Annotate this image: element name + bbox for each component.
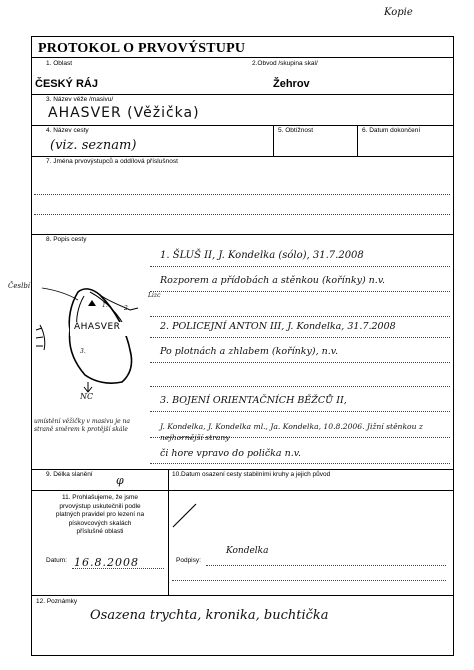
write-line (172, 580, 446, 581)
sketch-label-3: 3. (80, 348, 86, 355)
oblast-value: ČESKÝ RÁJ (35, 78, 98, 90)
podpis-value: Kondelka (226, 546, 269, 556)
obvod-value: Žehrov (273, 78, 310, 90)
podpisy-label: Podpisy: (176, 557, 201, 564)
vez-value: AHASVER (Věžička) (48, 105, 200, 121)
write-line (150, 337, 450, 338)
divider (31, 469, 453, 470)
jmena-label: 7. Jména prvovýstupců a oddílová příslušnost (46, 158, 178, 165)
route-1-desc: Rozporem a přídobách a stěnkou (kořínky) n.v. (160, 275, 386, 286)
cancel-slash (170, 500, 200, 530)
sketch-label-2: 2. (124, 305, 130, 312)
write-line (150, 266, 450, 267)
obvod-label: 2.Obvod /skupina skal/ (252, 60, 318, 67)
prohlaseni-text: 11. Prohlašujeme, že jsme prvovýstup uskutečnili podle platných pravidel pro lezení na pískovcových skalách příslušné oblasti (55, 494, 145, 535)
datum-dokonceni-label: 6. Datum dokončení (362, 127, 421, 134)
route-1-name: 1. ŠLUŠ II, J. Kondelka (sólo), 31.7.2008 (160, 250, 364, 261)
divider (31, 94, 453, 95)
sketch-label-1: 1. (102, 302, 108, 309)
divider (31, 234, 453, 235)
route-3-name: 3. BOJENÍ ORIENTAČNÍCH BĚŽCŮ II, (160, 395, 347, 406)
tower-sketch (30, 270, 160, 420)
sketch-label-cesta: Česlbí (8, 282, 31, 290)
delka-value: φ (116, 474, 124, 487)
divider (31, 156, 453, 157)
oblast-label: 1. Oblast (46, 60, 73, 67)
delka-label: 9. Délka slanění (46, 471, 93, 478)
write-line (34, 214, 450, 215)
route-3-desc: J. Kondelka, J. Kondelka ml., Ja. Kondelka, 10.8.2006. Jižní stěnkou z nejhornější strany (160, 422, 423, 443)
write-line (150, 291, 450, 292)
sketch-note: umístění věžičky v masivu je na straně směrem k protější skále (34, 418, 130, 434)
popis-label: 8. Popis cesty (46, 236, 87, 243)
form-title: PROTOKOL O PRVOVÝSTUPU (38, 41, 246, 56)
divider (168, 490, 169, 595)
vez-label: 3. Název věže /masivu/ (46, 96, 114, 103)
cesta-value: (viz. seznam) (50, 138, 137, 153)
datum-osazeni-label: 10.Datum osazení cesty stabilními kruhy a jejich původ (172, 471, 331, 478)
cesta-label: 4. Název cesty (46, 127, 89, 134)
write-line (72, 568, 164, 569)
write-line (150, 316, 450, 317)
corner-note: Kopie (384, 7, 413, 18)
write-line (150, 362, 450, 363)
sketch-tower-label: AHASVER (74, 322, 121, 332)
divider (31, 595, 453, 596)
route-2-name: 2. POLICEJNÍ ANTON III, J. Kondelka, 31.7.2008 (160, 321, 396, 332)
route-3-desc-cont: či hore vpravo do polička n.v. (160, 448, 302, 459)
divider (31, 125, 453, 126)
datum-value: 16.8.2008 (74, 556, 139, 569)
write-line (34, 194, 450, 195)
write-line (150, 463, 450, 464)
divider (273, 125, 274, 156)
datum-label: Datum: (46, 557, 67, 564)
obtiznost-label: 5. Obtížnost (278, 127, 314, 134)
divider (357, 125, 358, 156)
write-line (150, 386, 450, 387)
write-line (150, 411, 450, 412)
poznamky-label: 12. Poznámky (36, 598, 78, 605)
divider (31, 490, 453, 491)
divider (168, 469, 169, 490)
divider (31, 57, 453, 58)
poznamky-value: Osazena trychta, kronika, buchtička (90, 608, 329, 623)
route-2-desc: Po plotnách a zhlabem (kořínky), n.v. (160, 346, 339, 357)
write-line (206, 565, 446, 566)
sketch-label-lizc: Lizc (148, 292, 161, 299)
sketch-label-nc: NC (80, 392, 94, 401)
